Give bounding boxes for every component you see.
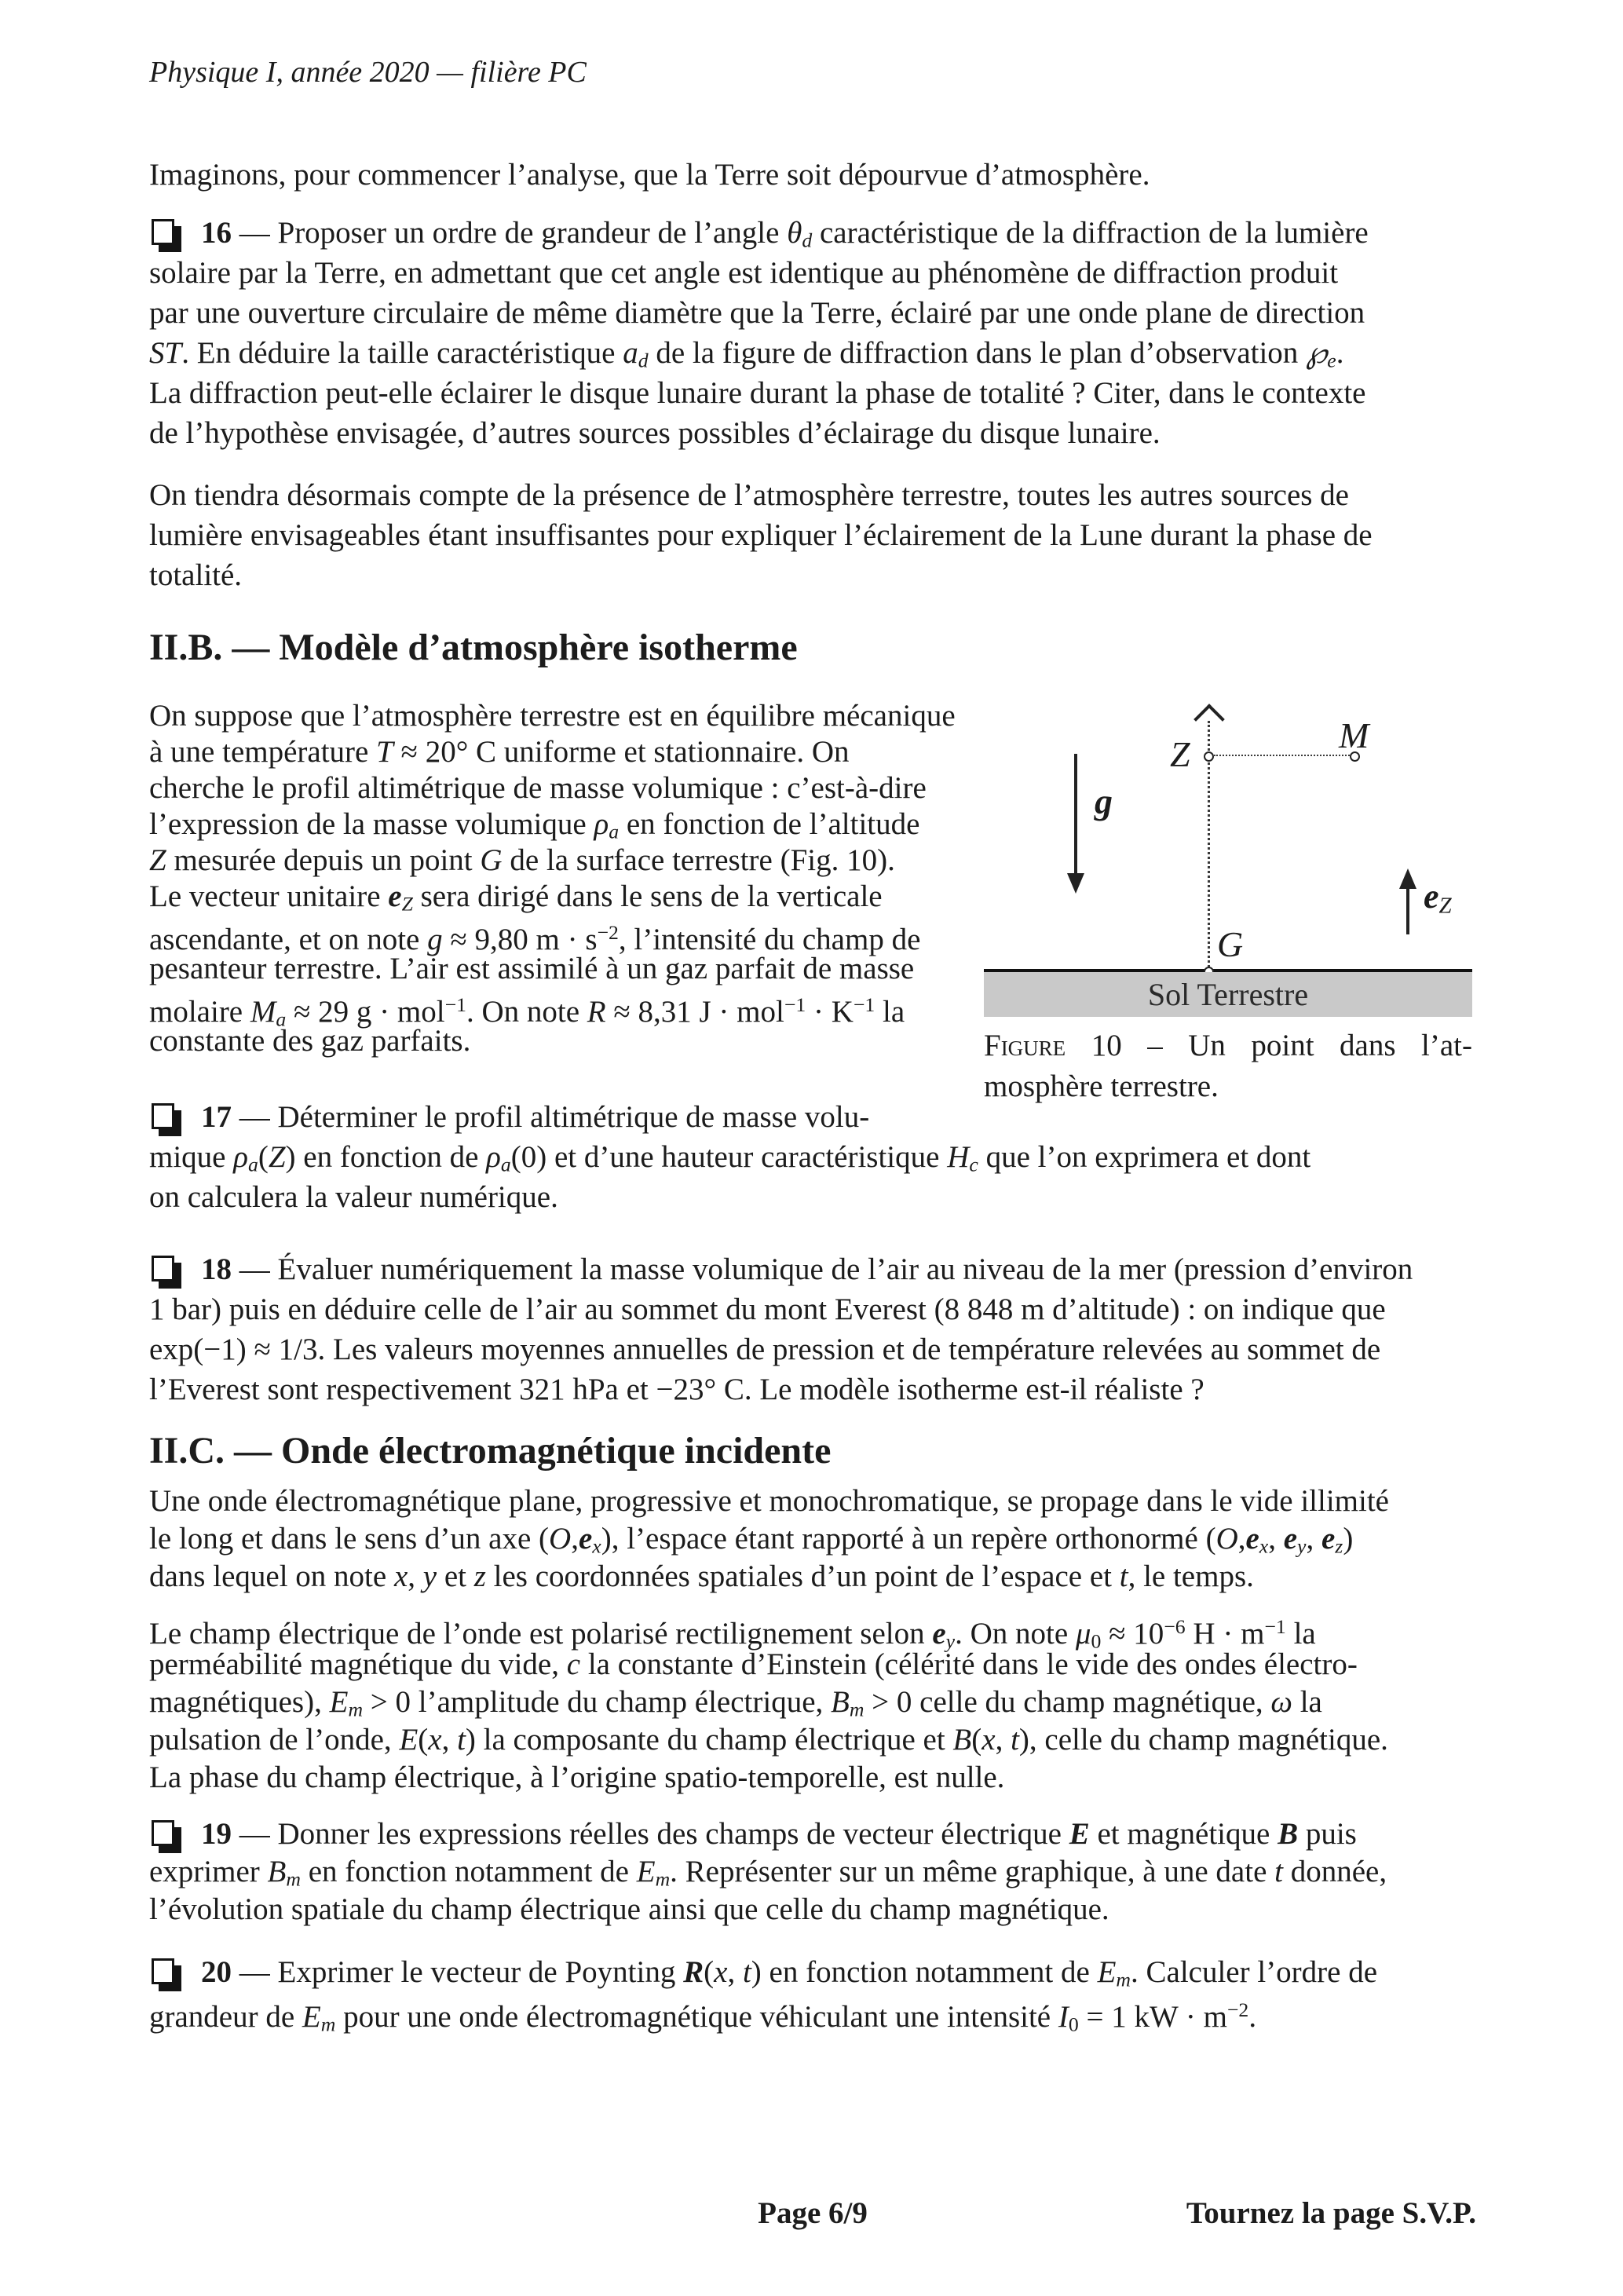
page-header: Physique I, année 2020 — filière PC — [149, 56, 587, 89]
question-16 — [149, 213, 1369, 453]
wave-field-paragraph — [149, 1608, 1388, 1797]
text-line: pulsation de l’onde, E(x, t) la composante du champ électrique et B(x, t), celle du champ magnétique. — [149, 1723, 1388, 1757]
question-checkbox-icon — [152, 1256, 174, 1281]
text-line: Le champ électrique de l’onde est polarisé rectilignement selon ey. On note $\mu 0 \approx 10^{-6}$ $H \cdot m^{-1}$ la — [149, 1615, 1316, 1653]
text-line: grandeur de Em pour une onde électromagnétique véhiculant une intensité I0 = 1 kW · $m^{-2}$. — [149, 1998, 1257, 2036]
text-line: La diffraction peut-elle éclairer le disque lunaire durant la phase de totalité ? Citer, dans le contexte — [149, 376, 1366, 410]
label-g-point: G — [1217, 924, 1244, 964]
text-line: magnétiques), Em > 0 l’amplitude du champ électrique, Bm > 0 celle du champ magnétique, ω la — [149, 1685, 1322, 1721]
figure-caption-line1: Figure 10 – Un point dans l’at- — [984, 1029, 1472, 1062]
figure-caption-line2: mosphère terrestre. — [984, 1069, 1219, 1103]
label-m: M — [1339, 715, 1369, 755]
axis-arrowhead-icon — [1193, 704, 1225, 735]
section-heading-iic: II.C. — Onde électromagnétique incidente — [149, 1430, 832, 1472]
text-line: mique ρa(Z) en fonction de ρa(0) et d’une hauteur caractéristique Hc que l’on exprimera et dont — [149, 1140, 1311, 1176]
text-line: La phase du champ électrique, à l’origine spatio-temporelle, est nulle. — [149, 1760, 1005, 1794]
label-gravity-vector: g — [1095, 781, 1113, 821]
text-line: on calculera la valeur numérique. — [149, 1180, 558, 1214]
section-heading-iib: II.B. — Modèle d’atmosphère isotherme — [149, 627, 798, 668]
text-line: On tiendra désormais compte de la présence de l’atmosphère terrestre, toutes les autres sources de — [149, 478, 1349, 512]
text-line: perméabilité magnétique du vide, c la constante d’Einstein (célérité dans le vide des ondes électro- — [149, 1647, 1358, 1681]
text-line: constante des gaz parfaits. — [149, 1024, 471, 1058]
text-line: de l’hypothèse envisagée, d’autres sources possibles d’éclairage du disque lunaire. — [149, 416, 1161, 450]
turn-page-notice: Tournez la page S.V.P. — [1186, 2196, 1476, 2230]
text-line: Le vecteur unitaire eZ sera dirigé dans le sens de la verticale — [149, 879, 883, 916]
question-checkbox-icon — [152, 219, 174, 245]
ez-arrow-shaft — [1406, 886, 1409, 934]
text-line: 1 bar) puis en déduire celle de l’air au sommet du mont Everest (8 848 m d’altitude) : on indique que — [149, 1292, 1386, 1326]
text-line: dans lequel on note x, y et z les coordonnées spatiales d’un point de l’espace et t, le temps. — [149, 1559, 1254, 1593]
transition-paragraph — [149, 475, 1373, 595]
text-line: Imaginons, pour commencer l’analyse, que la Terre soit dépourvue d’atmosphère. — [149, 158, 1150, 192]
text-line: ST. En déduire la taille caractéristique ad de la figure de diffraction dans le plan d’observation ℘e. — [149, 336, 1344, 372]
text-line: 19 — Donner les expressions réelles des champs de vecteur électrique E et magnétique B puis — [149, 1815, 1387, 1853]
text-line: exp(−1) ≈ 1/3. Les valeurs moyennes annuelles de pression et de température relevées au sommet de — [149, 1333, 1381, 1366]
figure-caption — [984, 1026, 1472, 1107]
question-19 — [149, 1815, 1387, 1929]
question-18 — [149, 1249, 1413, 1409]
text-line: 18 — Évaluer numériquement la masse volumique de l’air au niveau de la mer (pression d’environ — [149, 1249, 1413, 1289]
page-number: Page 6/9 — [758, 2196, 868, 2230]
text-line: solaire par la Terre, en admettant que cet angle est identique au phénomène de diffraction produit — [149, 256, 1339, 290]
ground-strip-label: Sol Terrestre — [1147, 977, 1309, 1012]
intro-paragraph — [149, 155, 1150, 195]
text-line: l’expression de la masse volumique ρa en fonction de l’altitude — [149, 807, 920, 843]
text-line: pesanteur terrestre. L’air est assimilé à un gaz parfait de masse — [149, 952, 915, 985]
question-checkbox-icon — [152, 1820, 174, 1846]
text-line: Une onde électromagnétique plane, progressive et monochromatique, se propage dans le vide illimité — [149, 1484, 1389, 1518]
text-line: 16 — Proposer un ordre de grandeur de l’angle θd caractéristique de la diffraction de la lumière — [149, 213, 1369, 253]
text-line: Z mesurée depuis un point G de la surface terrestre (Fig. 10). — [149, 843, 895, 877]
text-line: ascendante, et on note g ≈ 9,80 $m \cdot s^{-2}$, l’intensité du champ de — [149, 921, 921, 956]
text-line: cherche le profil altimétrique de masse volumique : c’est-à-dire — [149, 771, 927, 805]
text-line: lumière envisageables étant insuffisantes pour expliquer l’éclairement de la Lune durant la phase de — [149, 518, 1373, 552]
gravity-arrow-shaft — [1074, 754, 1077, 876]
text-line: l’évolution spatiale du champ électrique ainsi que celle du champ magnétique. — [149, 1892, 1109, 1926]
text-line: On suppose que l’atmosphère terrestre est en équilibre mécanique — [149, 699, 956, 733]
text-line: le long et dans le sens d’un axe (O,ex), l’espace étant rapporté à un repère orthonormé (O,ex, ey, ez) — [149, 1522, 1354, 1558]
ez-arrowhead-icon — [1399, 868, 1416, 889]
text-line: l’Everest sont respectivement 321 hPa et −23° C. Le modèle isotherme est-il réaliste ? — [149, 1373, 1204, 1406]
text-line: exprimer Bm en fonction notamment de Em. Représenter sur un même graphique, à une date t donnée, — [149, 1855, 1387, 1891]
atmosphere-paragraph — [149, 698, 966, 1059]
label-z: Z — [1170, 734, 1190, 774]
point-z-marker — [1204, 751, 1214, 762]
gravity-arrowhead-icon — [1067, 873, 1084, 894]
question-checkbox-icon — [152, 1103, 174, 1129]
z-to-m-dotted-line — [1214, 755, 1352, 756]
question-20 — [149, 1954, 1378, 2036]
text-line: totalité. — [149, 558, 243, 592]
text-line: 20 — Exprimer le vecteur de Poynting R(x, t) en fonction notamment de Em. Calculer l’ordre de — [149, 1954, 1377, 1991]
ground-strip — [984, 972, 1472, 1017]
label-ez-vector: eZ — [1424, 877, 1452, 919]
wave-intro-paragraph — [149, 1483, 1389, 1596]
text-line: par une ouverture circulaire de même diamètre que la Terre, éclairé par une onde plane de direction — [149, 296, 1365, 330]
question-checkbox-icon — [152, 1958, 174, 1984]
question-17 — [149, 1097, 1310, 1217]
text-line: molaire Ma ≈ 29 g · mol$^{-1}$. On note R ≈ 8,31 $J \cdot mol^{-1} \cdot K^{-1}$ la — [149, 993, 905, 1031]
text-line: 17 — Déterminer le profil altimétrique de masse volu- — [149, 1097, 1310, 1137]
text-line: à une température T ≈ 20° C uniforme et stationnaire. On — [149, 735, 850, 769]
